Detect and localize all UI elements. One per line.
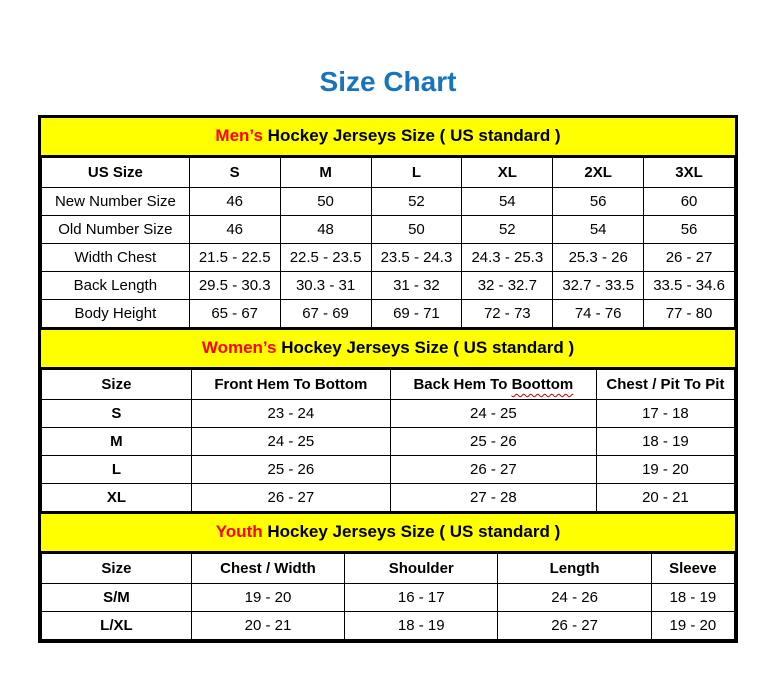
table-row [42, 484, 735, 512]
table-cell: 26 - 27 [390, 456, 596, 484]
table-cell: 19 - 20 [651, 612, 734, 640]
header-row [42, 370, 735, 400]
table-cell: 32 - 32.7 [462, 272, 553, 300]
womens-size-section [41, 328, 735, 512]
column-header: Back Hem To Boottom [390, 370, 596, 400]
table-cell: 20 - 21 [596, 484, 734, 512]
table-cell: 18 - 19 [345, 612, 498, 640]
table-cell: 26 - 27 [644, 244, 735, 272]
table-row [42, 612, 735, 640]
table-row [42, 584, 735, 612]
youth-section-header-highlight: Youth [215, 522, 263, 541]
row-label: Back Length [42, 272, 190, 300]
table-cell: 24.3 - 25.3 [462, 244, 553, 272]
column-header: Length [498, 554, 651, 584]
table-cell: 33.5 - 34.6 [644, 272, 735, 300]
table-cell: 46 [189, 216, 280, 244]
womens-section-header-highlight: Women’s [201, 338, 277, 357]
youth-section-header-text: Hockey Jerseys Size ( US standard ) [262, 522, 561, 541]
table-row [42, 400, 735, 428]
table-row [42, 188, 735, 216]
table-cell: 26 - 27 [498, 612, 651, 640]
column-header: Front Hem To Bottom [191, 370, 390, 400]
row-label: L/XL [42, 612, 192, 640]
table-cell: 31 - 32 [371, 272, 462, 300]
row-label: XL [42, 484, 192, 512]
womens-section-header-text: Hockey Jerseys Size ( US standard ) [276, 338, 575, 357]
row-label: Body Height [42, 300, 190, 328]
table-cell: 27 - 28 [390, 484, 596, 512]
womens-size-table [41, 369, 735, 512]
table-cell: 52 [462, 216, 553, 244]
table-cell: 19 - 20 [191, 584, 344, 612]
table-cell: 52 [371, 188, 462, 216]
table-cell: 46 [189, 188, 280, 216]
row-label: Old Number Size [42, 216, 190, 244]
table-cell: 21.5 - 22.5 [189, 244, 280, 272]
table-cell: 67 - 69 [280, 300, 371, 328]
table-cell: 23.5 - 24.3 [371, 244, 462, 272]
column-header: Size [42, 554, 192, 584]
table-cell: 54 [553, 216, 644, 244]
youth-size-section [41, 512, 735, 640]
table-cell: 24 - 26 [498, 584, 651, 612]
column-header: Chest / Width [191, 554, 344, 584]
table-cell: 56 [553, 188, 644, 216]
table-cell: 77 - 80 [644, 300, 735, 328]
table-cell: 22.5 - 23.5 [280, 244, 371, 272]
youth-size-table [41, 553, 735, 640]
table-cell: 24 - 25 [191, 428, 390, 456]
table-cell: 23 - 24 [191, 400, 390, 428]
mens-section-header-text: Hockey Jerseys Size ( US standard ) [262, 126, 561, 145]
size-chart-tables [38, 115, 738, 643]
column-header: Shoulder [345, 554, 498, 584]
page-title: Size Chart [319, 66, 457, 97]
row-label: L [42, 456, 192, 484]
column-header: Size [42, 370, 192, 400]
table-cell: 19 - 20 [596, 456, 734, 484]
table-row [42, 216, 735, 244]
mens-section-header [41, 118, 735, 157]
column-header: S [189, 158, 280, 188]
table-cell: 18 - 19 [651, 584, 734, 612]
table-cell: 50 [371, 216, 462, 244]
size-chart-page [0, 66, 776, 643]
table-cell: 25 - 26 [390, 428, 596, 456]
table-cell: 54 [462, 188, 553, 216]
column-header: Sleeve [651, 554, 734, 584]
table-cell: 60 [644, 188, 735, 216]
womens-section-header [41, 328, 735, 369]
youth-section-header [41, 512, 735, 553]
table-cell: 17 - 18 [596, 400, 734, 428]
table-row [42, 244, 735, 272]
table-cell: 30.3 - 31 [280, 272, 371, 300]
header-row [42, 554, 735, 584]
mens-section-header-highlight: Men’s [215, 126, 263, 145]
row-label: New Number Size [42, 188, 190, 216]
table-cell: 16 - 17 [345, 584, 498, 612]
column-header: Chest / Pit To Pit [596, 370, 734, 400]
table-cell: 56 [644, 216, 735, 244]
row-label: S/M [42, 584, 192, 612]
table-cell: 29.5 - 30.3 [189, 272, 280, 300]
table-cell: 65 - 67 [189, 300, 280, 328]
table-cell: 18 - 19 [596, 428, 734, 456]
table-cell: 32.7 - 33.5 [553, 272, 644, 300]
table-cell: 26 - 27 [191, 484, 390, 512]
column-header: 2XL [553, 158, 644, 188]
table-cell: 20 - 21 [191, 612, 344, 640]
table-cell: 25.3 - 26 [553, 244, 644, 272]
table-cell: 74 - 76 [553, 300, 644, 328]
table-row [42, 272, 735, 300]
table-row [42, 428, 735, 456]
column-header: L [371, 158, 462, 188]
column-header: 3XL [644, 158, 735, 188]
table-cell: 24 - 25 [390, 400, 596, 428]
table-cell: 72 - 73 [462, 300, 553, 328]
column-header: M [280, 158, 371, 188]
row-label: M [42, 428, 192, 456]
table-cell: 48 [280, 216, 371, 244]
mens-size-table [41, 157, 735, 328]
table-row [42, 300, 735, 328]
column-header: XL [462, 158, 553, 188]
misspelled-word: Boottom [511, 376, 574, 393]
header-row [42, 158, 735, 188]
row-label: S [42, 400, 192, 428]
row-label: Width Chest [42, 244, 190, 272]
column-header: US Size [42, 158, 190, 188]
table-row [42, 456, 735, 484]
table-cell: 50 [280, 188, 371, 216]
mens-size-section [41, 118, 735, 328]
table-cell: 25 - 26 [191, 456, 390, 484]
table-cell: 69 - 71 [371, 300, 462, 328]
